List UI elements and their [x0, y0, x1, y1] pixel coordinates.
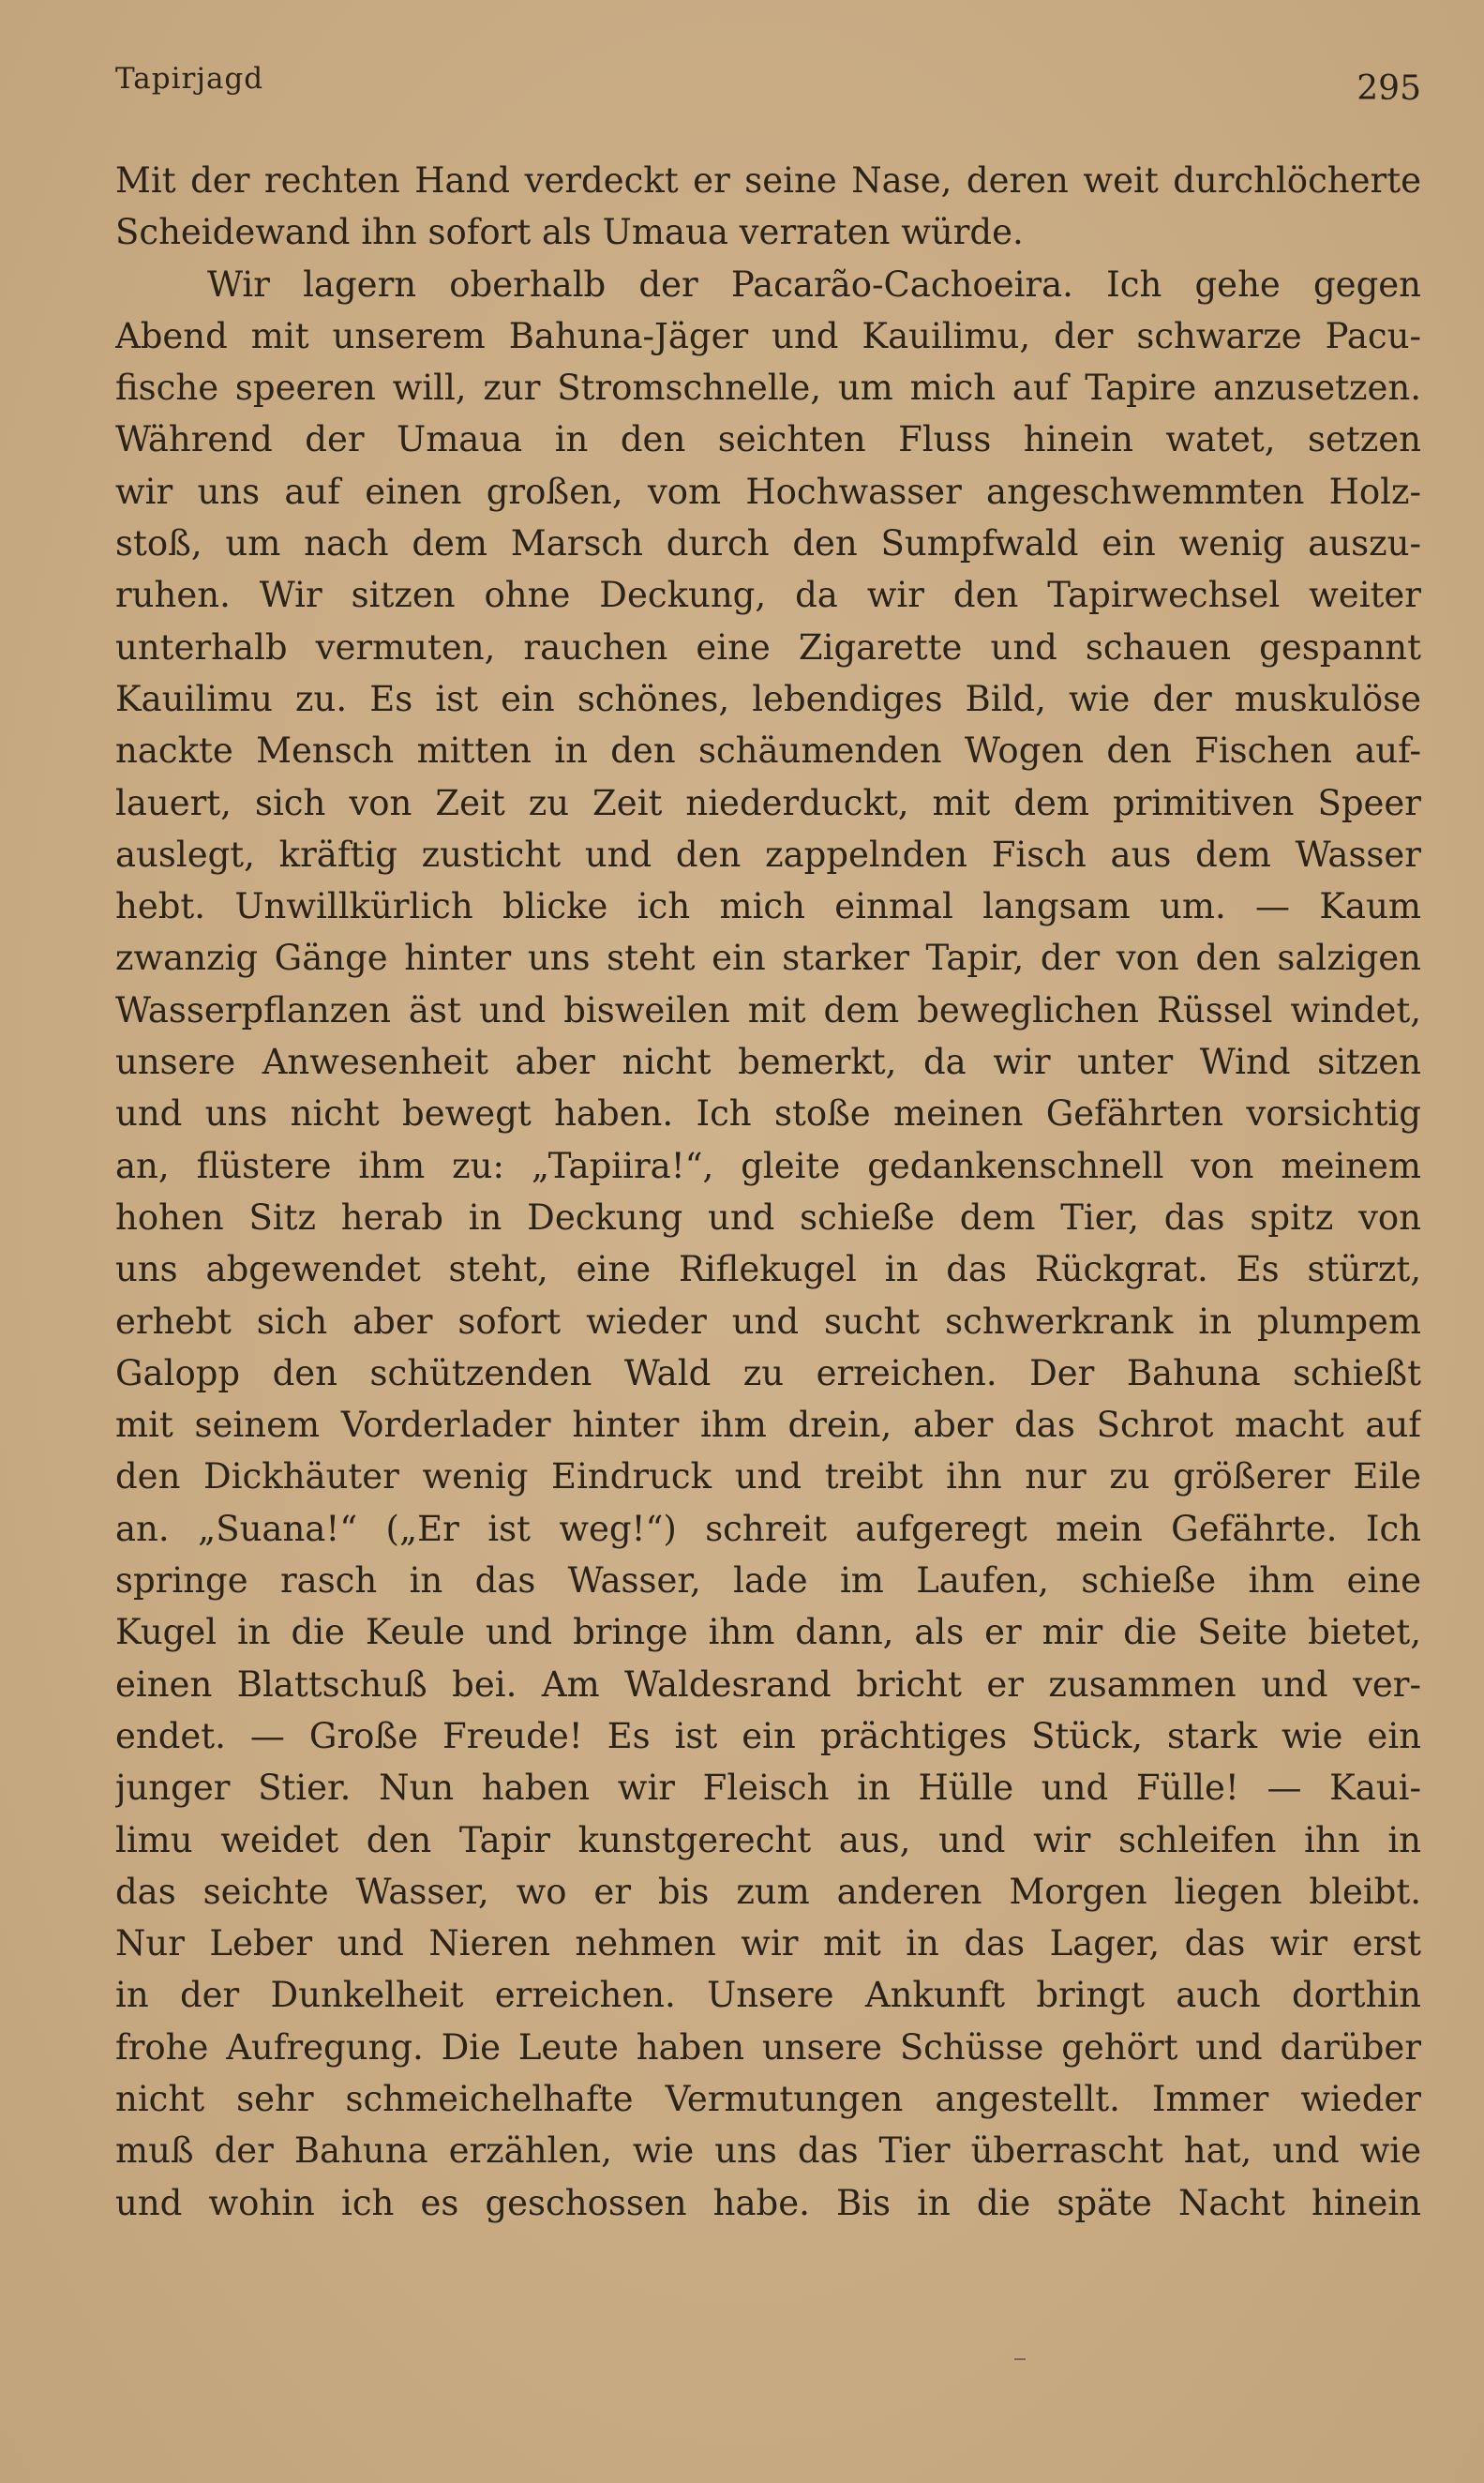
- text-line: hebt. Unwillkürlich blicke ich mich einmal langsam um. — Kaum: [115, 886, 1421, 927]
- text-line: erhebt sich aber sofort wieder und sucht schwerkrank in plumpem: [115, 1301, 1421, 1342]
- text-line: den Dickhäuter wenig Eindruck und treibt ihn nur zu größerer Eile: [115, 1456, 1421, 1497]
- text-line: Während der Umaua in den seichten Fluss hinein watet, setzen: [115, 419, 1421, 460]
- text-line: springe rasch in das Wasser, lade im Laufen, schieße ihm eine: [115, 1560, 1421, 1602]
- text-line: wir uns auf einen großen, vom Hochwasser angeschwemmten Holz-: [115, 471, 1421, 512]
- text-line: Wir lagern oberhalb der Pacarão-Cachoeira. Ich gehe gegen: [207, 263, 1421, 305]
- text-line: Kauilimu zu. Es ist ein schönes, lebendiges Bild, wie der muskulöse: [115, 678, 1421, 719]
- text-line: lauert, sich von Zeit zu Zeit niederduckt, mit dem primitiven Speer: [115, 782, 1421, 823]
- text-line: nicht sehr schmeichelhafte Vermutungen angestellt. Immer wieder: [115, 2078, 1421, 2119]
- text-line: und uns nicht bewegt haben. Ich stoße meinen Gefährten vorsichtig: [115, 1093, 1421, 1135]
- text-line: nackte Mensch mitten in den schäumenden Wogen den Fischen auf-: [115, 730, 1421, 772]
- text-line: uns abgewendet steht, eine Riflekugel in das Rückgrat. Es stürzt,: [115, 1249, 1421, 1290]
- text-line: Mit der rechten Hand verdeckt er seine Nase, deren weit durchlöcherte: [115, 160, 1421, 201]
- text-line: unterhalb vermuten, rauchen eine Zigarette und schauen gespannt: [115, 626, 1421, 668]
- text-line: Galopp den schützenden Wald zu erreichen. Der Bahuna schießt: [115, 1352, 1421, 1393]
- text-line: Abend mit unserem Bahuna-Jäger und Kauilimu, der schwarze Pacu-: [115, 315, 1421, 356]
- text-line: Nur Leber und Nieren nehmen wir mit in das Lager, das wir erst: [115, 1923, 1421, 1964]
- text-line: stoß, um nach dem Marsch durch den Sumpfwald ein wenig auszu-: [115, 523, 1421, 564]
- text-line: Wasserpflanzen äst und bisweilen mit dem beweglichen Rüssel windet,: [115, 989, 1421, 1031]
- text-line: hohen Sitz herab in Deckung und schieße dem Tier, das spitz von: [115, 1196, 1421, 1238]
- page-number: 295: [1357, 69, 1421, 108]
- text-line: Scheidewand ihn sofort als Umaua verraten würde.: [115, 212, 1024, 253]
- text-line: an, flüstere ihm zu: „Tapiira!“, gleite gedankenschnell von meinem: [115, 1145, 1421, 1186]
- text-line: und wohin ich es geschossen habe. Bis in die späte Nacht hinein: [115, 2182, 1421, 2223]
- text-line: in der Dunkelheit erreichen. Unsere Ankunft bringt auch dorthin: [115, 1975, 1421, 2016]
- text-line: unsere Anwesenheit aber nicht bemerkt, da wir unter Wind sitzen: [115, 1042, 1421, 1083]
- text-line: auslegt, kräftig zusticht und den zappelnden Fisch aus dem Wasser: [115, 834, 1421, 875]
- print-mark: [1014, 2358, 1026, 2360]
- text-line: limu weidet den Tapir kunstgerecht aus, und wir schleifen ihn in: [115, 1819, 1421, 1860]
- text-line: Kugel in die Keule und bringe ihm dann, als er mir die Seite bietet,: [115, 1612, 1421, 1653]
- text-line: muß der Bahuna erzählen, wie uns das Tier überrascht hat, und wie: [115, 2130, 1421, 2172]
- body-text: [115, 155, 1421, 2229]
- text-line: ruhen. Wir sitzen ohne Deckung, da wir den Tapirwechsel weiter: [115, 575, 1421, 616]
- text-line: das seichte Wasser, wo er bis zum anderen Morgen liegen bleibt.: [115, 1871, 1421, 1912]
- text-line: mit seinem Vorderlader hinter ihm drein, aber das Schrot macht auf: [115, 1405, 1421, 1446]
- text-line: endet. — Große Freude! Es ist ein prächtiges Stück, stark wie ein: [115, 1715, 1421, 1756]
- text-line: junger Stier. Nun haben wir Fleisch in Hülle und Fülle! — Kaui-: [115, 1768, 1421, 1809]
- text-line: an. „Suana!“ („Er ist weg!“) schreit aufgeregt mein Gefährte. Ich: [115, 1508, 1421, 1549]
- text-line: fische speeren will, zur Stromschnelle, um mich auf Tapire anzusetzen.: [115, 368, 1421, 409]
- text-line: zwanzig Gänge hinter uns steht ein starker Tapir, der von den salzigen: [115, 938, 1421, 979]
- text-line: frohe Aufregung. Die Leute haben unsere Schüsse gehört und darüber: [115, 2026, 1421, 2068]
- text-line: einen Blattschuß bei. Am Waldesrand bricht er zusammen und ver-: [115, 1663, 1421, 1705]
- running-title: Tapirjagd: [115, 62, 264, 96]
